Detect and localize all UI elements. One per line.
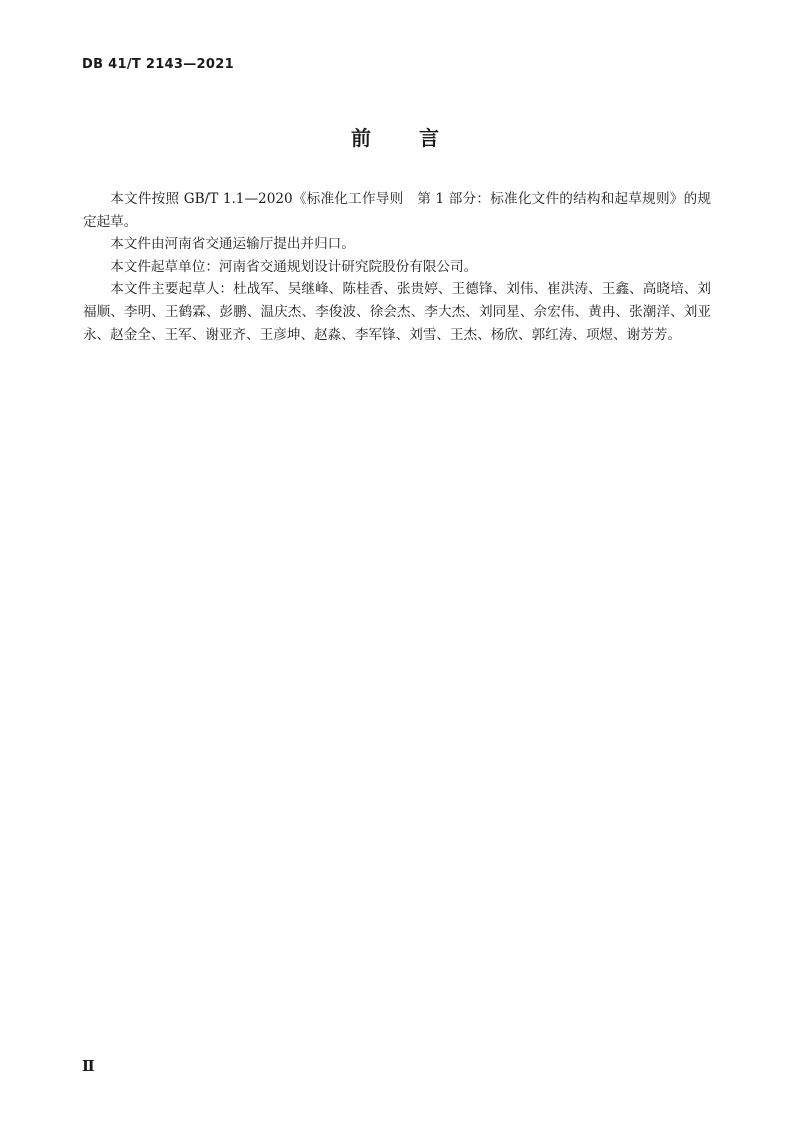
page-title: 前言 — [351, 126, 487, 150]
document-code: DB 41/T 2143—2021 — [82, 57, 234, 72]
foreword-body — [83, 188, 711, 346]
page-number: Ⅱ — [82, 1057, 95, 1075]
proposer-paragraph: 本文件由河南省交通运输厅提出并归口。 — [110, 236, 355, 253]
drafting-unit-paragraph: 本文件起草单位：河南省交通规划设计研究院股份有限公司。 — [110, 258, 478, 275]
drafting-basis-paragraph: 本文件按照 GB/T 1.1—2020《标准化工作导则 第 1 部分：标准化文件的结构和起草规则》的规定起草。 — [83, 191, 711, 230]
drafters-paragraph: 本文件主要起草人：杜战军、吴继峰、陈桂香、张贵婷、王德锋、刘伟、崔洪涛、王鑫、高晓培、刘福顺、李明、王鹤霖、彭鹏、温庆杰、李俊波、徐会杰、李大杰、刘同星、佘宏伟、黄冉、张潮洋、刘亚永、赵金全、王军、谢亚齐、王彦坤、赵淼、李军锋、刘雪、王杰、杨欣、郭红涛、项煜、谢芳芳。 — [83, 281, 711, 343]
